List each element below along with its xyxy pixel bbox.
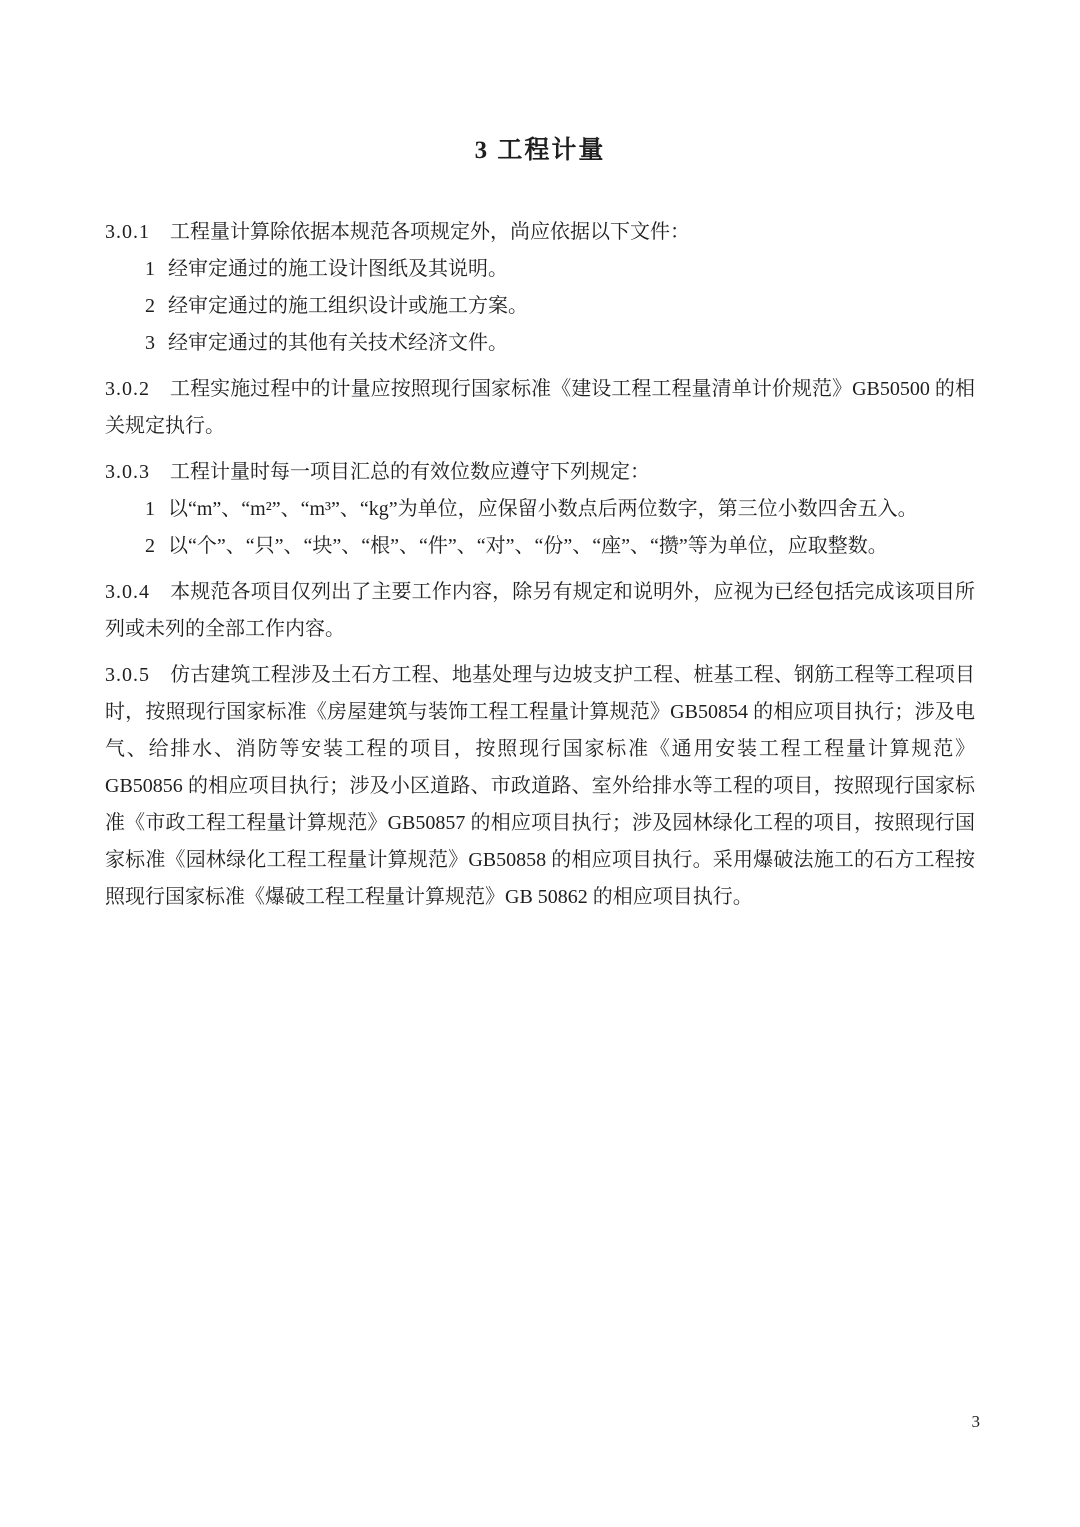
list-item bbox=[105, 528, 975, 565]
list-item bbox=[105, 251, 975, 288]
clause-number: 3.0.3 bbox=[105, 461, 150, 483]
item-text: 以“个”、“只”、“块”、“根”、“件”、“对”、“份”、“座”、“攒”等为单位，应取整数。 bbox=[168, 535, 888, 557]
clause-text: 本规范各项目仅列出了主要工作内容，除另有规定和说明外，应视为已经包括完成该项目所列或未列的全部工作内容。 bbox=[105, 581, 975, 640]
clause-number: 3.0.1 bbox=[105, 221, 150, 243]
clause-3-0-4 bbox=[105, 574, 975, 648]
item-text: 以“m”、“m²”、“m³”、“kg”为单位，应保留小数点后两位数字，第三位小数四舍五入。 bbox=[168, 498, 918, 520]
item-number: 1 bbox=[145, 258, 155, 280]
clause-text: 仿古建筑工程涉及土石方工程、地基处理与边坡支护工程、桩基工程、钢筋工程等工程项目时，按照现行国家标准《房屋建筑与装饰工程工程量计算规范》GB50854 的相应项目执行；涉及电气、给排水、消防等安装工程的项目，按照现行国家标准《通用安装工程工程量计算规范》GB50856 的相应项目执行；涉及小区道路、市政道路、室外给排水等工程的项目，按照现行国家标准《市政工程工程量计算规范》GB50857 的相应项目执行；涉及园林绿化工程的项目，按照现行国家标准《园林绿化工程工程量计算规范》GB50858 的相应项目执行。采用爆破法施工的石方工程按照现行国家标准《爆破工程工程量计算规范》GB 50862 的相应项目执行。 bbox=[105, 664, 975, 908]
clause-number: 3.0.2 bbox=[105, 378, 150, 400]
item-number: 2 bbox=[145, 295, 155, 317]
clause-number: 3.0.4 bbox=[105, 581, 150, 603]
clause-3-0-5 bbox=[105, 657, 975, 916]
list-item bbox=[105, 491, 975, 528]
item-number: 1 bbox=[145, 498, 155, 520]
list-item bbox=[105, 288, 975, 325]
page-title: 3 工程计量 bbox=[474, 137, 606, 164]
clause-text: 工程量计算除依据本规范各项规定外，尚应依据以下文件： bbox=[170, 221, 690, 243]
item-text: 经审定通过的施工组织设计或施工方案。 bbox=[168, 295, 528, 317]
clause-3-0-2 bbox=[105, 371, 975, 445]
clause-text: 工程计量时每一项目汇总的有效位数应遵守下列规定： bbox=[170, 461, 650, 483]
item-text: 经审定通过的施工设计图纸及其说明。 bbox=[168, 258, 508, 280]
item-number: 2 bbox=[145, 535, 155, 557]
clause-intro bbox=[105, 371, 975, 445]
item-text: 经审定通过的其他有关技术经济文件。 bbox=[168, 332, 508, 354]
clause-intro bbox=[105, 454, 975, 491]
item-number: 3 bbox=[145, 332, 155, 354]
clause-3-0-1 bbox=[105, 214, 975, 362]
page-number: 3 bbox=[971, 1412, 980, 1431]
clause-text: 工程实施过程中的计量应按照现行国家标准《建设工程工程量清单计价规范》GB50500 的相关规定执行。 bbox=[105, 378, 975, 437]
clause-intro bbox=[105, 214, 975, 251]
list-item bbox=[105, 325, 975, 362]
clause-number: 3.0.5 bbox=[105, 664, 150, 686]
clause-intro bbox=[105, 657, 975, 916]
clause-intro bbox=[105, 574, 975, 648]
clause-3-0-3 bbox=[105, 454, 975, 565]
